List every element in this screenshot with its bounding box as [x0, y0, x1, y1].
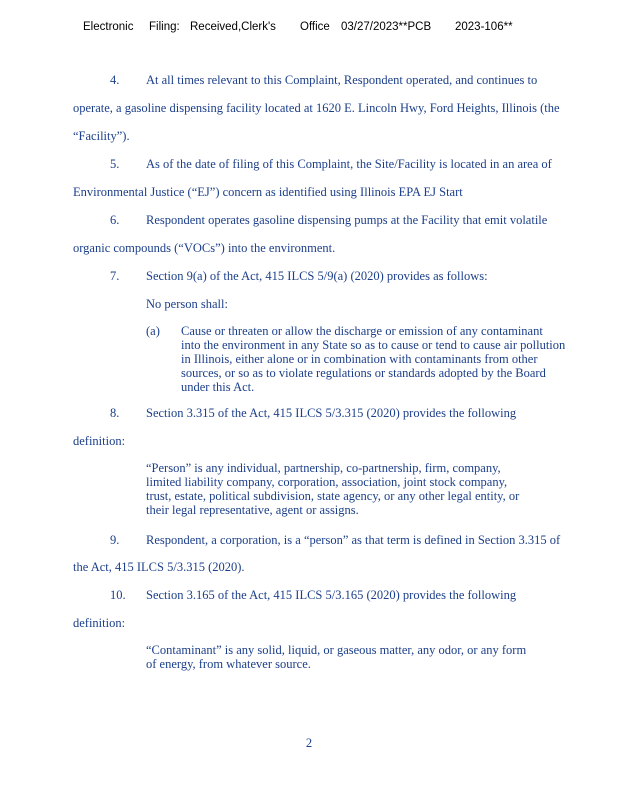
para-5-number: 5. — [110, 157, 120, 171]
person-definition-quote — [146, 461, 519, 517]
para-6-line-2: organic compounds (“VOCs”) into the environment. — [73, 241, 336, 255]
quote-line: “Person” is any individual, partnership, co-partnership, firm, company, — [146, 461, 501, 475]
quote-line: of energy, from whatever source. — [146, 657, 311, 671]
para-9-number: 9. — [110, 533, 120, 547]
para-8-line-2: definition: — [73, 434, 126, 448]
para-7-sub: No person shall: — [146, 297, 228, 311]
para-5-line-1: As of the date of filing of this Complaint, the Site/Facility is located in an area of — [146, 157, 552, 171]
quote-line: trust, estate, political subdivision, state agency, or any other legal entity, or — [146, 489, 520, 503]
para-9-line-2: the Act, 415 ILCS 5/3.315 (2020). — [73, 560, 245, 574]
para-10-number: 10. — [110, 588, 126, 602]
para-7-a-label: (a) — [146, 324, 160, 338]
para-9-line-1: Respondent, a corporation, is a “person” as that term is defined in Section 3.315 of — [146, 533, 561, 547]
para-7-a-line: sources, or so as to violate regulations or standards adopted by the Board — [181, 366, 546, 380]
para-6-line-1: Respondent operates gasoline dispensing pumps at the Facility that emit volatile — [146, 213, 548, 227]
header-date: 03/27/2023**PCB — [341, 21, 432, 33]
para-4-line-2: operate, a gasoline dispensing facility located at 1620 E. Lincoln Hwy, Ford Heights, Illinois (the — [73, 101, 560, 115]
para-7-number: 7. — [110, 269, 120, 283]
quote-line: “Contaminant” is any solid, liquid, or gaseous matter, any odor, or any form — [146, 643, 527, 657]
para-7-a-line: under this Act. — [181, 380, 255, 394]
filing-header — [0, 21, 618, 37]
para-4-line-3: “Facility”). — [73, 129, 130, 143]
para-10-line-2: definition: — [73, 616, 126, 630]
para-5-line-2: Environmental Justice (“EJ”) concern as identified using Illinois EPA EJ Start — [73, 185, 463, 199]
quote-line: limited liability company, corporation, association, joint stock company, — [146, 475, 508, 489]
para-7-a-block — [181, 324, 565, 394]
para-7-a-line: Cause or threaten or allow the discharge or emission of any contaminant — [181, 324, 543, 338]
para-7-a-line: into the environment in any State so as to cause or tend to cause air pollution — [181, 338, 566, 352]
para-4-number: 4. — [110, 73, 120, 87]
para-7-line-1: Section 9(a) of the Act, 415 ILCS 5/9(a) (2020) provides as follows: — [146, 269, 488, 283]
quote-line: their legal representative, agent or assigns. — [146, 503, 359, 517]
contaminant-definition-quote — [146, 643, 526, 671]
para-10-line-1: Section 3.165 of the Act, 415 ILCS 5/3.165 (2020) provides the following — [146, 588, 517, 602]
header-filing: Filing: — [149, 21, 180, 33]
para-4-line-1: At all times relevant to this Complaint, Respondent operated, and continues to — [146, 73, 538, 87]
para-6-number: 6. — [110, 213, 120, 227]
header-received: Received,Clerk's — [190, 21, 276, 33]
para-8-line-1: Section 3.315 of the Act, 415 ILCS 5/3.315 (2020) provides the following — [146, 406, 517, 420]
header-case: 2023-106** — [455, 21, 513, 33]
page-number: 2 — [305, 736, 313, 750]
header-electronic: Electronic — [83, 21, 134, 33]
header-office: Office — [300, 21, 330, 33]
para-8-number: 8. — [110, 406, 120, 420]
para-7-a-line: in Illinois, either alone or in combination with contaminants from other — [181, 352, 538, 366]
